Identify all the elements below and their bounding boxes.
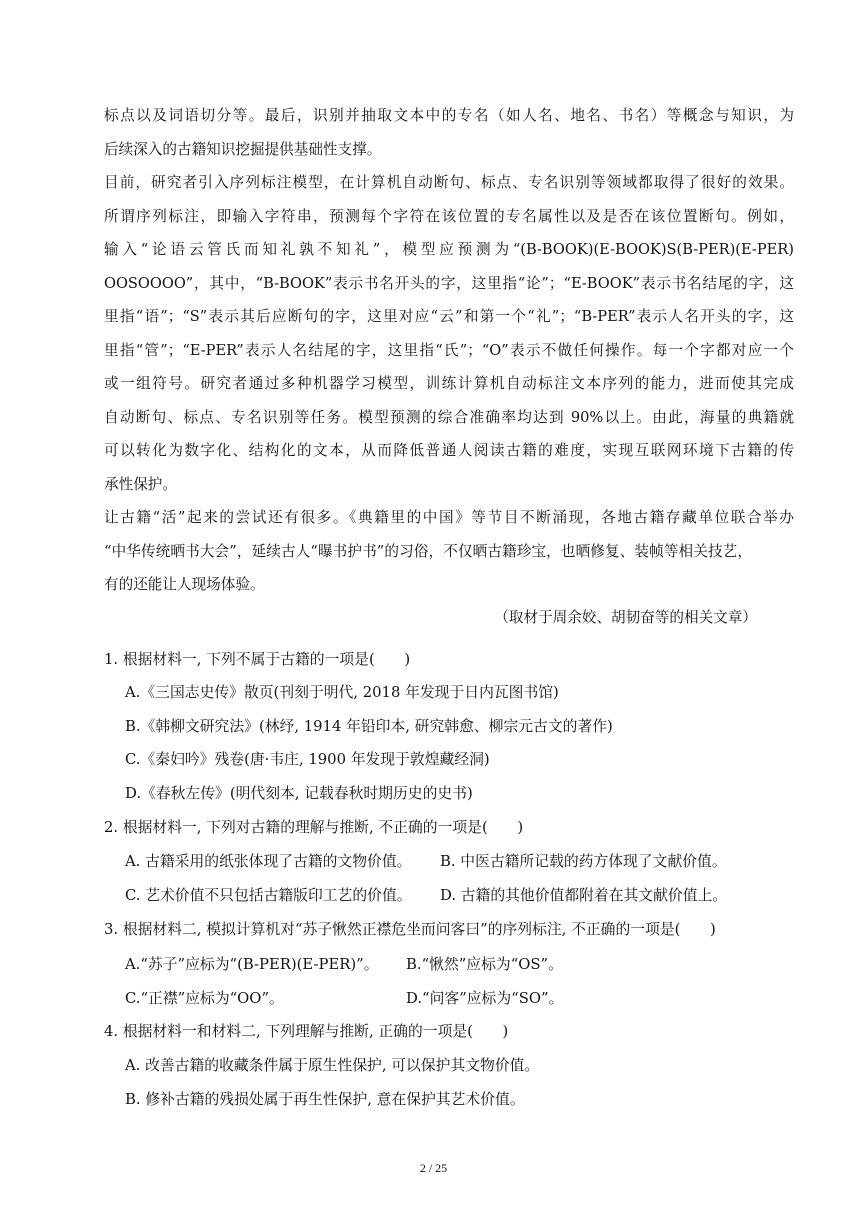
question-1-option-a[interactable]: A.《三国志史传》散页(刊刻于明代, 2018 年发现于日内瓦图书馆) xyxy=(125,684,559,701)
question-3-stem: 3. 根据材料二, 模拟计算机对“苏子愀然正襟危坐而问客曰”的序列标注, 不正确的一项是( ) xyxy=(104,921,716,938)
passage-paragraph-2 xyxy=(104,166,794,501)
passage-line: 有的还能让人现场体验。 xyxy=(104,576,265,593)
question-4-stem: 4. 根据材料一和材料二, 下列理解与推断, 正确的一项是( ) xyxy=(104,1023,509,1040)
passage-line: OOSOOOO”，其中，“B-BOOK”表示书名开头的字，这里指“论”；“E-BOOK”表示书名结尾的字，这 xyxy=(104,274,794,292)
question-2-stem: 2. 根据材料一, 下列对古籍的理解与推断, 不正确的一项是( ) xyxy=(104,819,524,836)
question-4-option-a[interactable]: A. 改善古籍的收藏条件属于原生性保护, 可以保护其文物价值。 xyxy=(125,1057,540,1074)
passage-line: “中华传统晒书大会”，延续古人“曝书护书”的习俗，不仅晒古籍珍宝，也晒修复、装帧等相关技艺， xyxy=(104,542,752,560)
question-1-option-c[interactable]: C.《秦妇吟》残卷(唐·韦庄, 1900 年发现于敦煌藏经洞) xyxy=(125,751,490,768)
passage-line: 里指“语”；“S”表示其后应断句的字，这里对应“云”和第一个“礼”；“B-PER”表示人名开头的字，这 xyxy=(104,308,794,325)
question-1-option-b[interactable]: B.《韩柳文研究法》(林纾, 1914 年铅印本, 研究韩愈、柳宗元古文的著作) xyxy=(125,718,613,735)
passage-line: 标点以及词语切分等。最后，识别并抽取文本中的专名（如人名、地名、书名）等概念与知识，为 xyxy=(104,107,794,124)
question-2-option-d[interactable]: D. 古籍的其他价值都附着在其文献价值上。 xyxy=(440,887,728,904)
passage-line: 或一组符号。研究者通过多种机器学习模型，训练计算机自动标注文本序列的能力，进而使其完成 xyxy=(104,375,794,392)
passage-line: 输入“论语云管氏而知礼孰不知礼”，模型应预测为“(B-BOOK)(E-BOOK)S(B-PER)(E-PER) xyxy=(104,241,794,258)
question-2-option-a[interactable]: A. 古籍采用的纸张体现了古籍的文物价值。 xyxy=(125,853,412,870)
page-number: 2 / 25 xyxy=(419,1161,448,1175)
passage-paragraph-3 xyxy=(104,501,794,602)
question-3-option-a[interactable]: A.“苏子”应标为“(B-PER)(E-PER)”。 xyxy=(125,956,379,973)
passage-line: 自动断句、标点、专名识别等任务。模型预测的综合准确率均达到 90%以上。由此，海量的典籍就 xyxy=(104,408,794,426)
passage-line: 里指“管”；“E-PER”表示人名结尾的字，这里指“氏”；“O”表示不做任何操作。每一个字都对应一个 xyxy=(104,341,794,359)
question-1-stem: 1. 根据材料一, 下列不属于古籍的一项是( ) xyxy=(104,651,411,668)
question-1-option-d[interactable]: D.《春秋左传》(明代刻本, 记载春秋时期历史的史书) xyxy=(125,785,473,802)
passage-line: 让古籍“活”起来的尝试还有很多。《典籍里的中国》等节目不断涌现，各地古籍存藏单位联合举办 xyxy=(104,509,794,526)
passage-line: 目前，研究者引入序列标注模型，在计算机自动断句、标点、专名识别等领域都取得了很好的效果。 xyxy=(104,174,794,191)
passage-paragraph-1 xyxy=(104,99,794,166)
passage-line: 承性保护。 xyxy=(104,475,177,493)
passage-line: 可以转化为数字化、结构化的文本，从而降低普通人阅读古籍的难度，实现互联网环境下古籍的传 xyxy=(104,442,794,459)
question-2-option-b[interactable]: B. 中医古籍所记载的药方体现了文献价值。 xyxy=(440,853,727,870)
passage-line: 所谓序列标注，即输入字符串，预测每个字符在该位置的专名属性以及是否在该位置断句。例如， xyxy=(104,207,794,225)
question-2-option-c[interactable]: C. 艺术价值不只包括古籍版印工艺的价值。 xyxy=(125,887,412,904)
question-3-option-b[interactable]: B.“愀然”应标为“OS”。 xyxy=(406,956,563,973)
passage-line: 后续深入的古籍知识挖掘提供基础性支撑。 xyxy=(104,140,382,158)
question-4-option-b[interactable]: B. 修补古籍的残损处属于再生性保护, 意在保护其艺术价值。 xyxy=(125,1091,525,1108)
source-attribution: （取材于周余姣、胡韧奋等的相关文章） xyxy=(494,609,757,626)
question-3-option-d[interactable]: D.“问客”应标为“SO”。 xyxy=(406,990,564,1007)
question-3-option-c[interactable]: C.“正襟”应标为“OO”。 xyxy=(125,990,284,1007)
